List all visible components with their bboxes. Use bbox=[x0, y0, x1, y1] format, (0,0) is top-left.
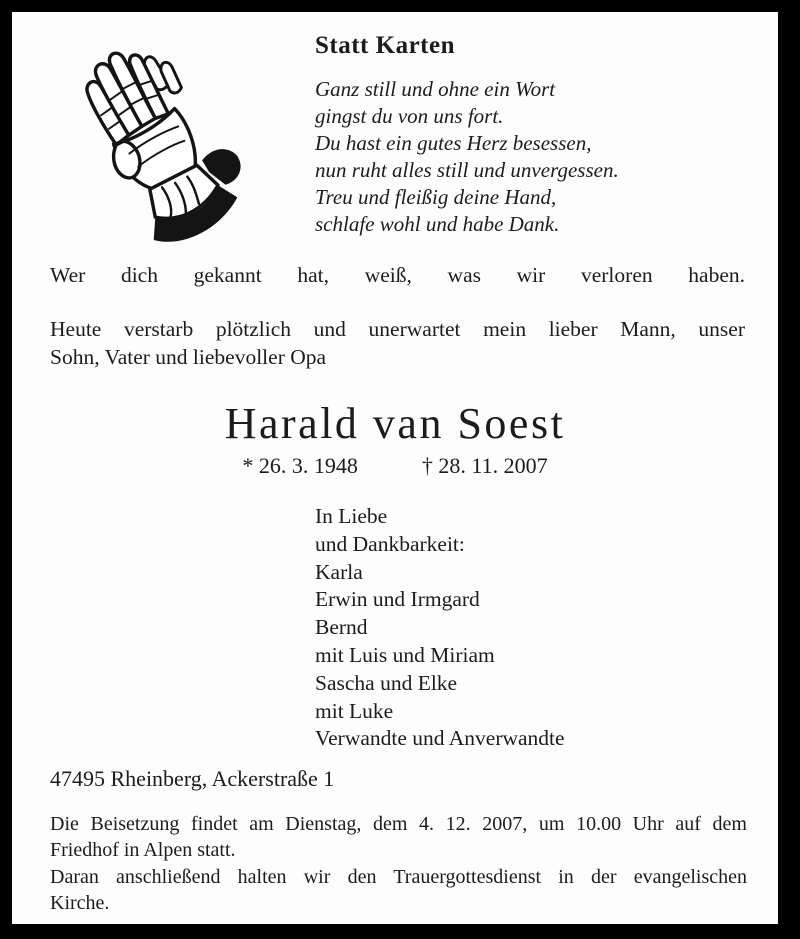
poem-line: Ganz still und ohne ein Wort bbox=[315, 77, 556, 101]
mourners-line: Erwin und Irmgard bbox=[315, 587, 480, 612]
mourners-line: mit Luke bbox=[315, 698, 394, 723]
birth-date: * 26. 3. 1948 bbox=[242, 453, 358, 478]
notice-border-frame bbox=[12, 12, 778, 924]
funeral-line: Friedhof in Alpen statt. bbox=[50, 839, 236, 862]
life-dates bbox=[12, 453, 778, 479]
mourners-line: Sascha und Elke bbox=[315, 670, 458, 695]
poem-line: gingst du von uns fort. bbox=[315, 104, 504, 128]
memorial-poem bbox=[315, 76, 619, 238]
praying-hands-icon bbox=[64, 26, 274, 251]
poem-line: schlafe wohl und habe Dank. bbox=[315, 212, 560, 236]
poem-line: Du hast ein gutes Herz besessen, bbox=[315, 131, 592, 155]
mourners-line: Karla bbox=[315, 559, 363, 584]
mourners-line: Bernd bbox=[315, 615, 368, 640]
mourners-list bbox=[315, 503, 565, 753]
announcement-line: Sohn, Vater und liebevoller Opa bbox=[50, 345, 327, 369]
announcement-line: Heute verstarb plötzlich und unerwartet mein lieber Mann, unser bbox=[50, 317, 745, 341]
mourners-line: In Liebe bbox=[315, 504, 388, 528]
mourners-line: und Dankbarkeit: bbox=[315, 531, 465, 556]
header-statt-karten: Statt Karten bbox=[315, 32, 455, 59]
funeral-line: Die Beisetzung findet am Dienstag, dem 4. 12. 2007, um 10.00 Uhr auf dem bbox=[50, 813, 747, 835]
funeral-line: Daran anschließend halten wir den Trauergottesdienst in der evangelischen bbox=[50, 865, 747, 888]
poem-line: Treu und fleißig deine Hand, bbox=[315, 185, 557, 209]
deceased-name: Harald van Soest bbox=[224, 399, 566, 448]
funeral-line: Kirche. bbox=[50, 891, 110, 914]
death-date: † 28. 11. 2007 bbox=[421, 453, 548, 478]
poem-line: nun ruht alles still und unvergessen. bbox=[315, 158, 619, 182]
mourners-line: Verwandte und Anverwandte bbox=[315, 726, 565, 751]
mourners-line: mit Luis und Miriam bbox=[315, 642, 495, 667]
funeral-info bbox=[50, 811, 747, 916]
tribute-line: Wer dich gekannt hat, weiß, was wir verloren haben. bbox=[50, 263, 745, 287]
address-line: 47495 Rheinberg, Ackerstraße 1 bbox=[50, 766, 335, 791]
death-announcement bbox=[50, 315, 745, 371]
